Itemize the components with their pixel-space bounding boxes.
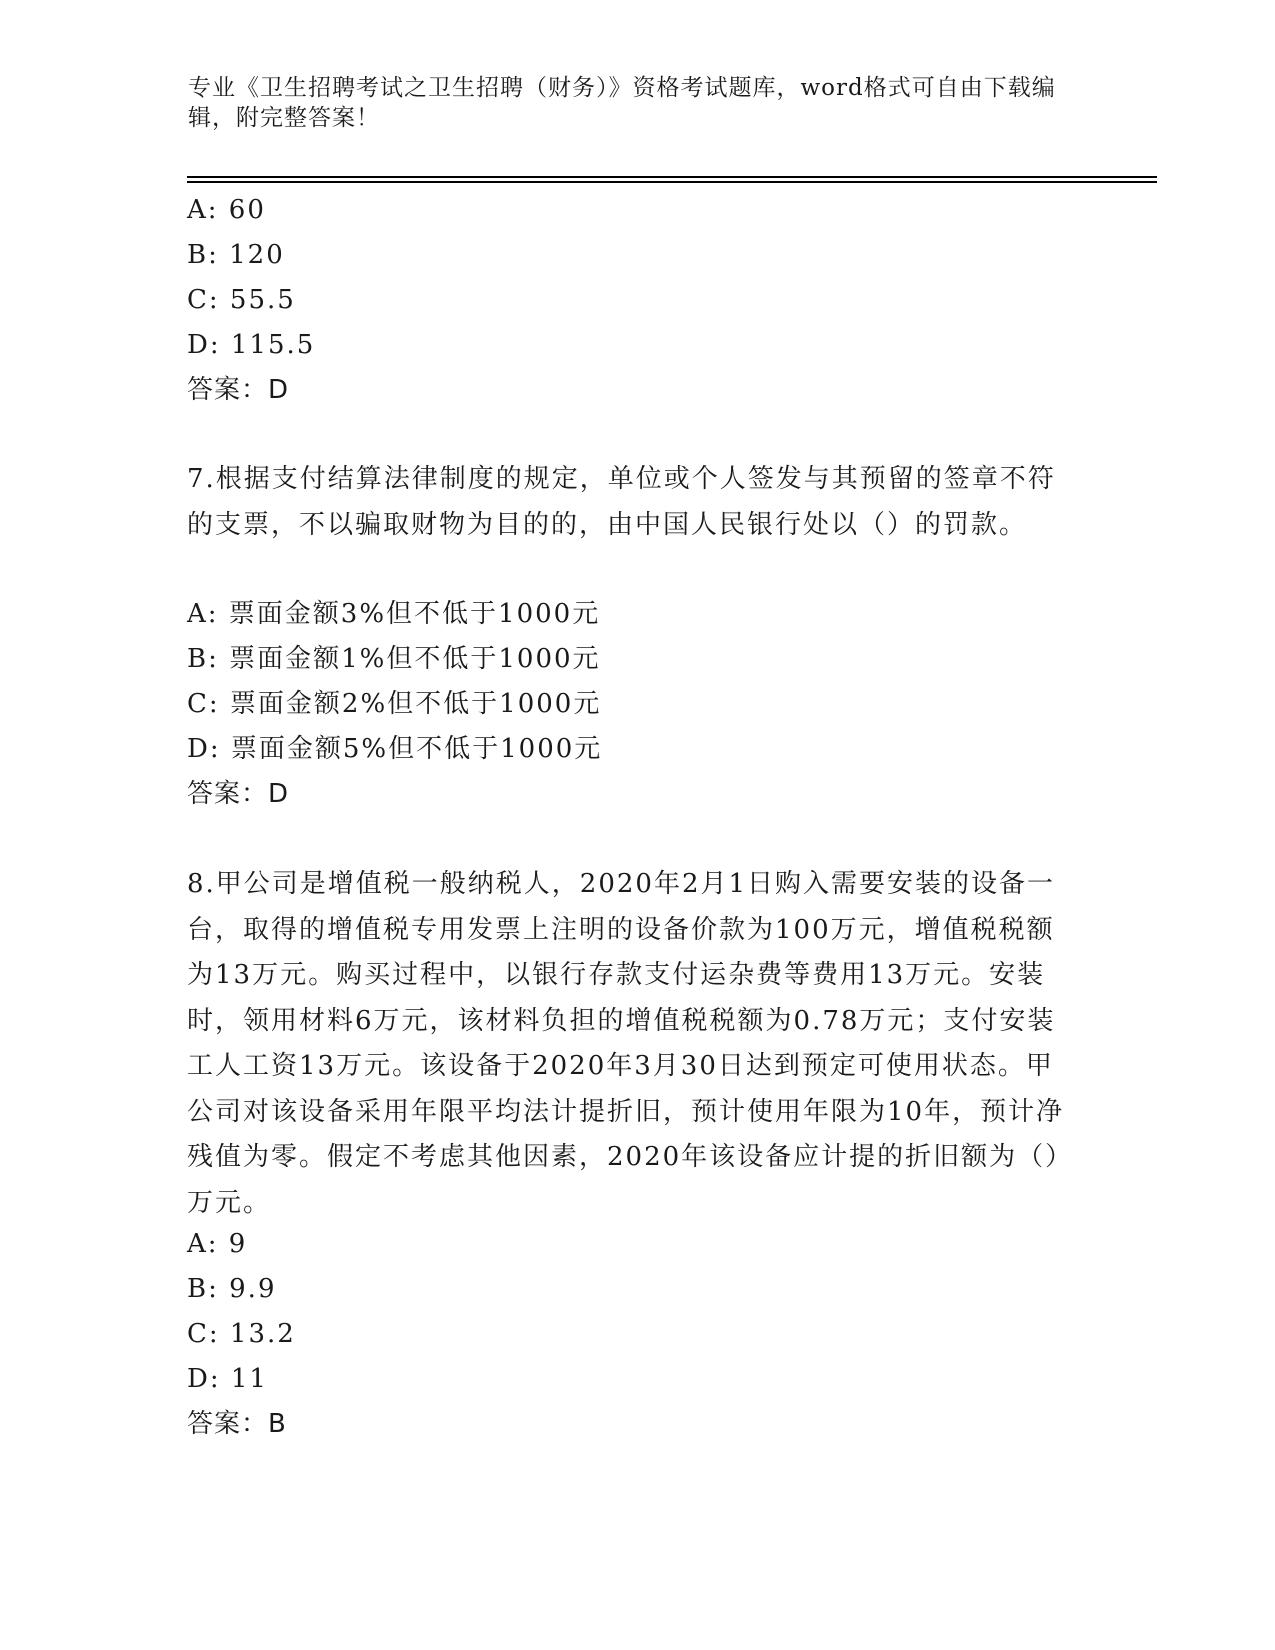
header-rule-bottom bbox=[187, 181, 1157, 183]
q8-answer: 答案：B bbox=[187, 1409, 287, 1439]
q7-question: 7.根据支付结算法律制度的规定，单位或个人签发与其预留的签章不符的支票，不以骗取财物为目的的，由中国人民银行处以（）的罚款。 bbox=[187, 464, 1056, 540]
header-rule-top bbox=[187, 176, 1157, 178]
q7-option-a: A: 票面金额3%但不低于1000元 bbox=[187, 599, 601, 629]
q6-option-c: C: 55.5 bbox=[187, 285, 296, 315]
q6-answer: 答案：D bbox=[187, 375, 290, 405]
q8-option-a: A: 9 bbox=[187, 1229, 248, 1259]
q7-option-b: B: 票面金额1%但不低于1000元 bbox=[187, 644, 601, 674]
q8-option-b: B: 9.9 bbox=[187, 1274, 277, 1304]
q6-option-b: B: 120 bbox=[187, 240, 285, 270]
q6-option-a: A: 60 bbox=[187, 195, 266, 225]
q7-option-d: D: 票面金额5%但不低于1000元 bbox=[187, 734, 603, 764]
q8-question: 8.甲公司是增值税一般纳税人，2020年2月1日购入需要安装的设备一台，取得的增值税专用发票上注明的设备价款为100万元，增值税税额为13万元。购买过程中，以银行存款支付运杂费等费用13万元。安装时，领用材料6万元，该材料负担的增值税税额为0.78万元；支付安装工人工资13万元。该设备于2020年3月30日达到预定可使用状态。甲公司对该设备采用年限平均法计提折旧，预计使用年限为10年，预计净残值为零。假定不考虑其他因素，2020年该设备应计提的折旧额为（）万元。 bbox=[187, 869, 1074, 1218]
q7-option-c: C: 票面金额2%但不低于1000元 bbox=[187, 689, 602, 719]
q6-option-d: D: 115.5 bbox=[187, 330, 316, 360]
document-header: 专业《卫生招聘考试之卫生招聘（财务）》资格考试题库，word格式可自由下载编辑，附完整答案！ bbox=[188, 75, 1056, 131]
q8-option-d: D: 11 bbox=[187, 1364, 268, 1394]
q8-option-c: C: 13.2 bbox=[187, 1319, 296, 1349]
q7-answer: 答案：D bbox=[187, 779, 290, 809]
